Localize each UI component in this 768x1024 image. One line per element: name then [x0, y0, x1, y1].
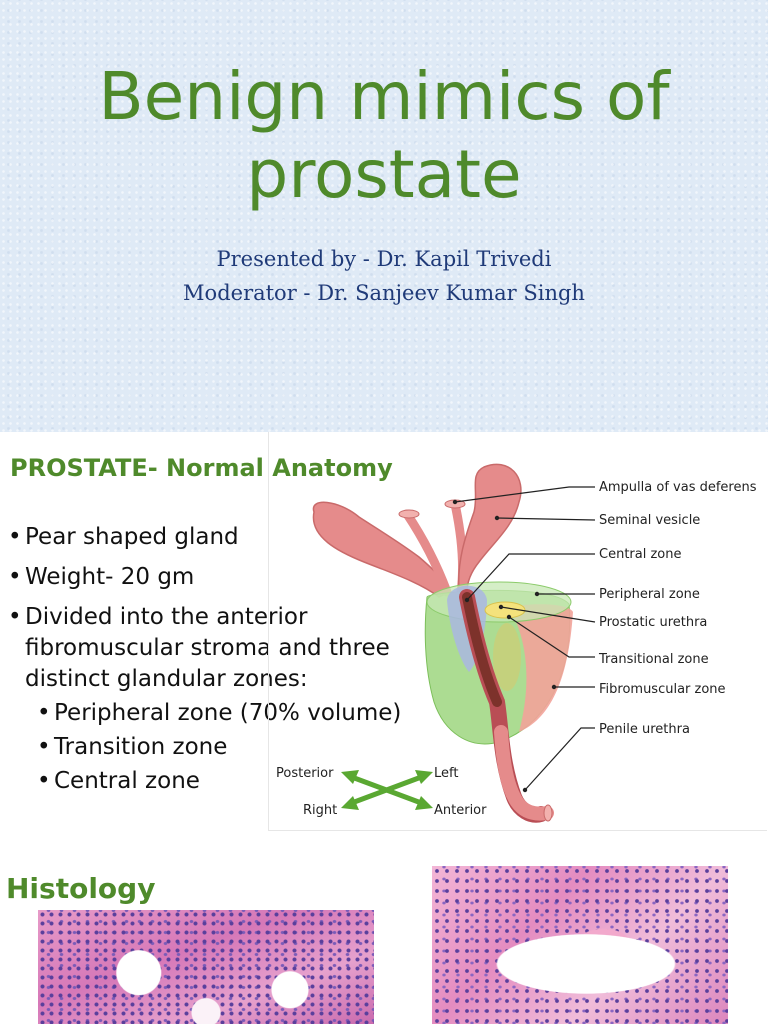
label-penile-urethra: Penile urethra — [599, 722, 690, 737]
histology-title: Histology — [6, 872, 156, 905]
leader-dot — [495, 516, 499, 520]
label-peripheral-zone: Peripheral zone — [599, 587, 700, 602]
seminal-vesicle-right — [459, 464, 521, 592]
presenter-text: Presented by - Dr. Kapil Trivedi — [216, 247, 552, 271]
title-slide — [0, 0, 768, 432]
slide-title-line1: Benign mimics of — [98, 58, 670, 135]
leader-dot — [523, 788, 527, 792]
bullet-item: • Pear shaped gland — [8, 522, 428, 553]
anatomy-slide — [0, 432, 768, 832]
orientation-posterior: Posterior — [276, 766, 334, 781]
slide-title-line2: prostate — [246, 136, 522, 213]
leader-dot — [552, 685, 556, 689]
sub-bullet-item: • Central zone — [37, 766, 428, 797]
histology-image-1 — [38, 910, 374, 1024]
orientation-right: Right — [303, 803, 338, 818]
sub-bullet-item: • Transition zone — [37, 732, 428, 763]
bullet-item: • Divided into the anterior fibromuscular stroma and three distinct glandular zones: — [8, 602, 428, 695]
leader-dot — [507, 615, 511, 619]
label-fibromuscular-zone: Fibromuscular zone — [599, 682, 726, 697]
urethra-opening — [544, 805, 552, 821]
orientation-arrows — [349, 776, 424, 804]
prostate-diagram-svg — [269, 432, 767, 830]
leader-penile-urethra — [525, 728, 595, 790]
label-prostatic-urethra: Prostatic urethra — [599, 615, 708, 630]
leader-dot — [465, 598, 469, 602]
orientation-anterior: Anterior — [434, 803, 487, 818]
histology-image-2 — [432, 866, 728, 1024]
orientation-left: Left — [434, 766, 459, 781]
label-seminal-vesicle: Seminal vesicle — [599, 513, 701, 528]
sub-bullet-item: • Peripheral zone (70% volume) — [37, 698, 428, 729]
moderator-text: Moderator - Dr. Sanjeev Kumar Singh — [183, 281, 585, 305]
label-central-zone: Central zone — [599, 547, 682, 562]
histology-slide — [0, 832, 768, 1024]
label-transitional-zone: Transitional zone — [599, 652, 709, 667]
bullet-item: • Weight- 20 gm — [8, 562, 428, 593]
leader-dot — [453, 500, 457, 504]
slide-title — [0, 58, 768, 214]
leader-dot — [499, 605, 503, 609]
prostate-anatomy-diagram — [268, 432, 767, 831]
anatomy-title: PROSTATE- Normal Anatomy — [10, 454, 393, 482]
label-ampulla: Ampulla of vas deferens — [599, 480, 757, 495]
vas-opening-left — [399, 510, 419, 518]
leader-dot — [535, 592, 539, 596]
